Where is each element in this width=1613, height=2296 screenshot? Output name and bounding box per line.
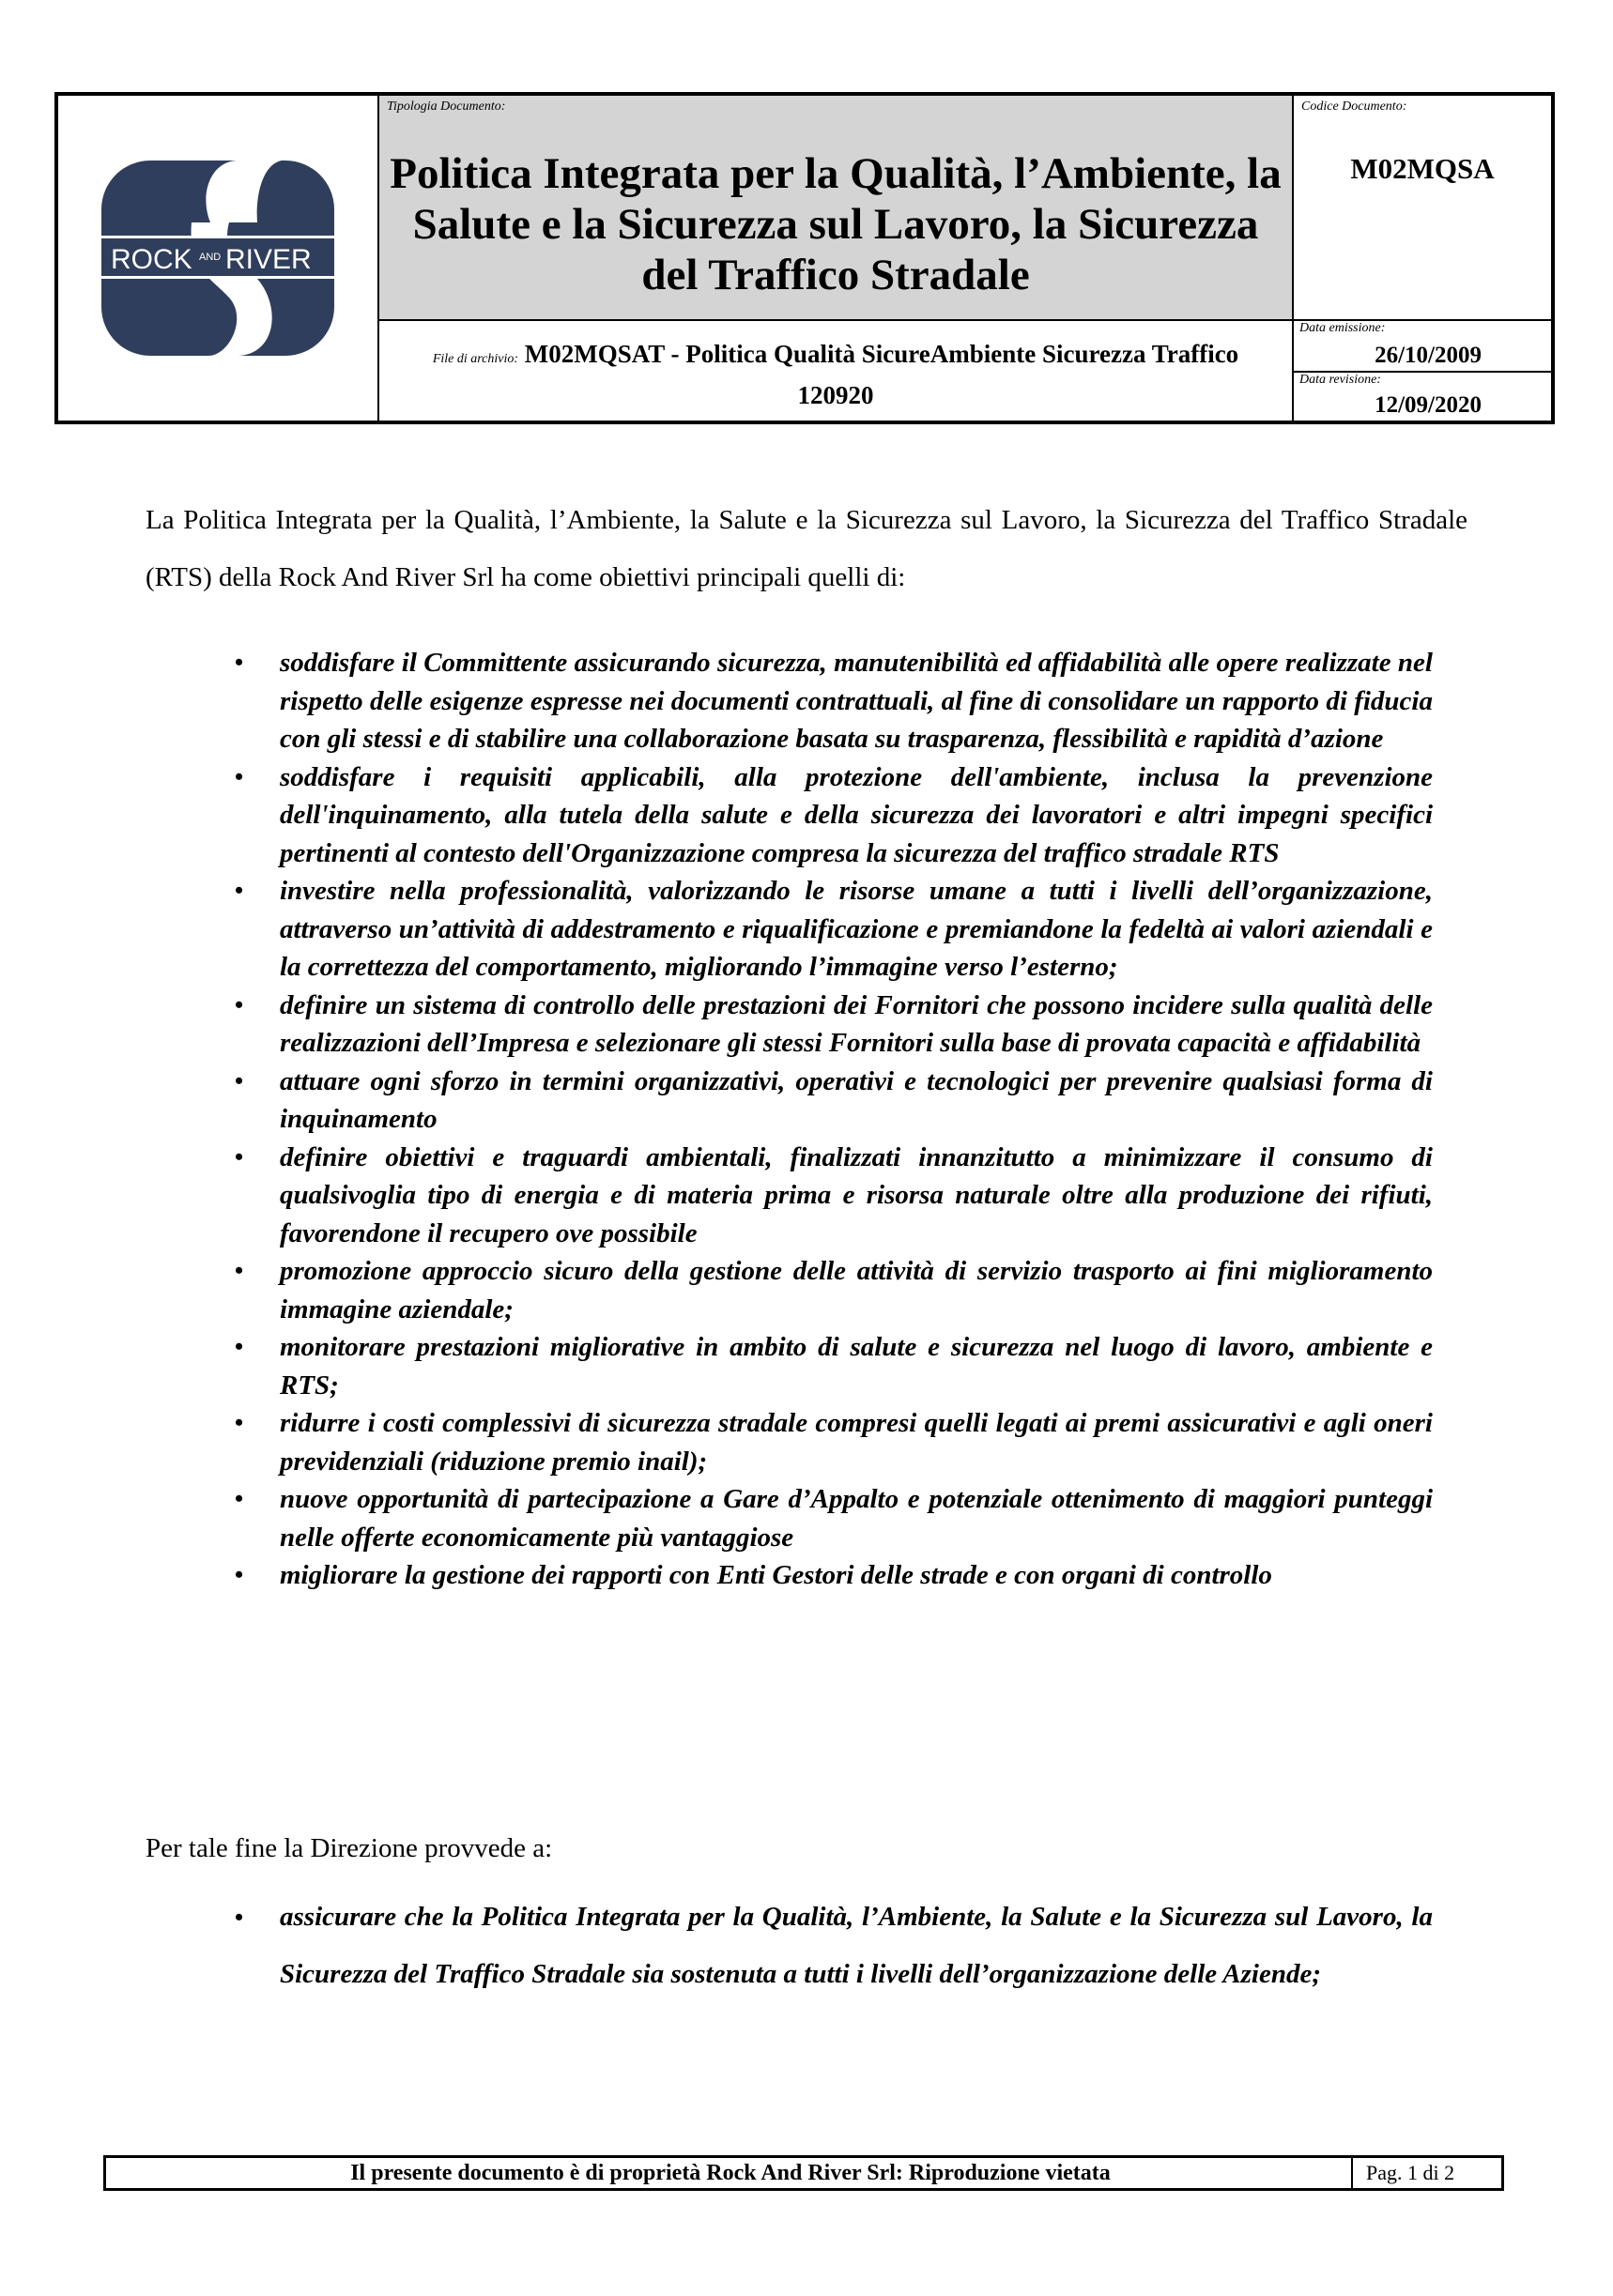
doc-type-label: Tipologia Documento: [387,99,506,114]
revision-date: 12/09/2020 [1375,392,1482,418]
list-item: • attuare ogni sforzo in termini organizzativi, operativi e tecnologici per prevenire qualsiasi forma di inquinamento [207,1063,1433,1139]
list-item: • migliorare la gestione dei rapporti con Enti Gestori delle strade e con organi di controllo [207,1556,1433,1595]
document-code: M02MQSA [1350,152,1495,185]
rock-and-river-logo [98,157,338,360]
code-cell [1292,96,1551,321]
direzione-paragraph: Per tale fine la Direzione provvede a: [146,1833,553,1863]
logo-cell [58,96,379,421]
objectives-list [207,644,1433,1595]
actions-list [207,1889,1433,2003]
intro-paragraph: La Politica Integrata per la Qualità, l’Ambiente, la Salute e la Sicurezza sul Lavoro, la Sicurezza del Traffico Stradale (RTS) della Rock And River Srl ha come obiettivi principali quelli di: [146,505,1467,592]
title-cell [379,96,1292,321]
page-footer [103,2155,1504,2191]
archive-value: M02MQSAT - Politica Qualità SicureAmbiente Sicurezza Traffico 120920 [524,340,1239,409]
archive-cell [379,321,1292,421]
revision-cell [1292,373,1551,421]
logo-text-and: AND [199,252,222,263]
revision-label: Data revisione: [1299,373,1381,387]
list-item: • nuove opportunità di partecipazione a Gare d’Appalto e potenziale ottenimento di maggiori punteggi nelle offerte economicamente più vantaggiose [207,1480,1433,1556]
list-item: • definire obiettivi e traguardi ambientali, finalizzati innanzitutto a minimizzare il consumo di qualsivoglia tipo di energia e di materia prima e risorsa naturale oltre alla produzione dei rifiuti, favorendone il recupero ove possibile [207,1139,1433,1253]
list-item: • soddisfare i requisiti applicabili, alla protezione dell'ambiente, inclusa la prevenzione dell'inquinamento, alla tutela della salute e della sicurezza dei lavoratori e altri impegni specifici pertinenti al contesto dell'Organizzazione compresa la sicurezza del traffico stradale RTS [207,758,1433,873]
emission-cell [1292,321,1551,373]
list-item: • soddisfare il Committente assicurando sicurezza, manutenibilità ed affidabilità alle opere realizzate nel rispetto delle esigenze espresse nei documenti contrattuali, al fine di consolidare un rapporto di fiducia con gli stessi e di stabilire una collaborazione basata su trasparenza, flessibilità e rapidità d’azione [207,644,1433,758]
archive-label: File di archivio: [432,352,519,366]
logo-text-river: RIVER [225,244,312,275]
list-item: • investire nella professionalità, valorizzando le risorse umane a tutti i livelli dell’organizzazione, attraverso un’attività di addestramento e riqualificazione e premiandone la fedeltà ai valori aziendali e la correttezza del comportamento, migliorando l’immagine verso l’esterno; [207,872,1433,987]
list-item: • assicurare che la Politica Integrata per la Qualità, l’Ambiente, la Salute e la Sicurezza sul Lavoro, la Sicurezza del Traffico Stradale sia sostenuta a tutti i livelli dell’organizzazione delle Aziende; [207,1889,1433,2003]
list-item: • definire un sistema di controllo delle prestazioni dei Fornitori che possono incidere sulla qualità delle realizzazioni dell’Impresa e selezionare gli stessi Fornitori sulla base di provata capacità e affidabilità [207,987,1433,1063]
list-item: • promozione approccio sicuro della gestione delle attività di servizio trasporto ai fini miglioramento immagine aziendale; [207,1252,1433,1328]
document-title: Politica Integrata per la Qualità, l’Ambiente, la Salute e la Sicurezza sul Lavoro, la Sicurezza del Traffico Stradale [390,149,1282,299]
footer-notice: Il presente documento è di proprietà Rock And River Srl: Riproduzione vietata [350,2161,1111,2185]
page-number: Pag. 1 di 2 [1351,2158,1501,2188]
code-label: Codice Documento: [1301,99,1407,114]
emission-date: 26/10/2009 [1375,343,1482,368]
emission-label: Data emissione: [1299,321,1386,335]
logo-text-rock: ROCK [111,244,192,275]
document-header [54,92,1555,424]
list-item: • monitorare prestazioni migliorative in ambito di salute e sicurezza nel luogo di lavoro, ambiente e RTS; [207,1328,1433,1404]
list-item: • ridurre i costi complessivi di sicurezza stradale compresi quelli legati ai premi assicurativi e agli oneri previdenziali (riduzione premio inail); [207,1404,1433,1480]
archive-line [379,336,1292,413]
